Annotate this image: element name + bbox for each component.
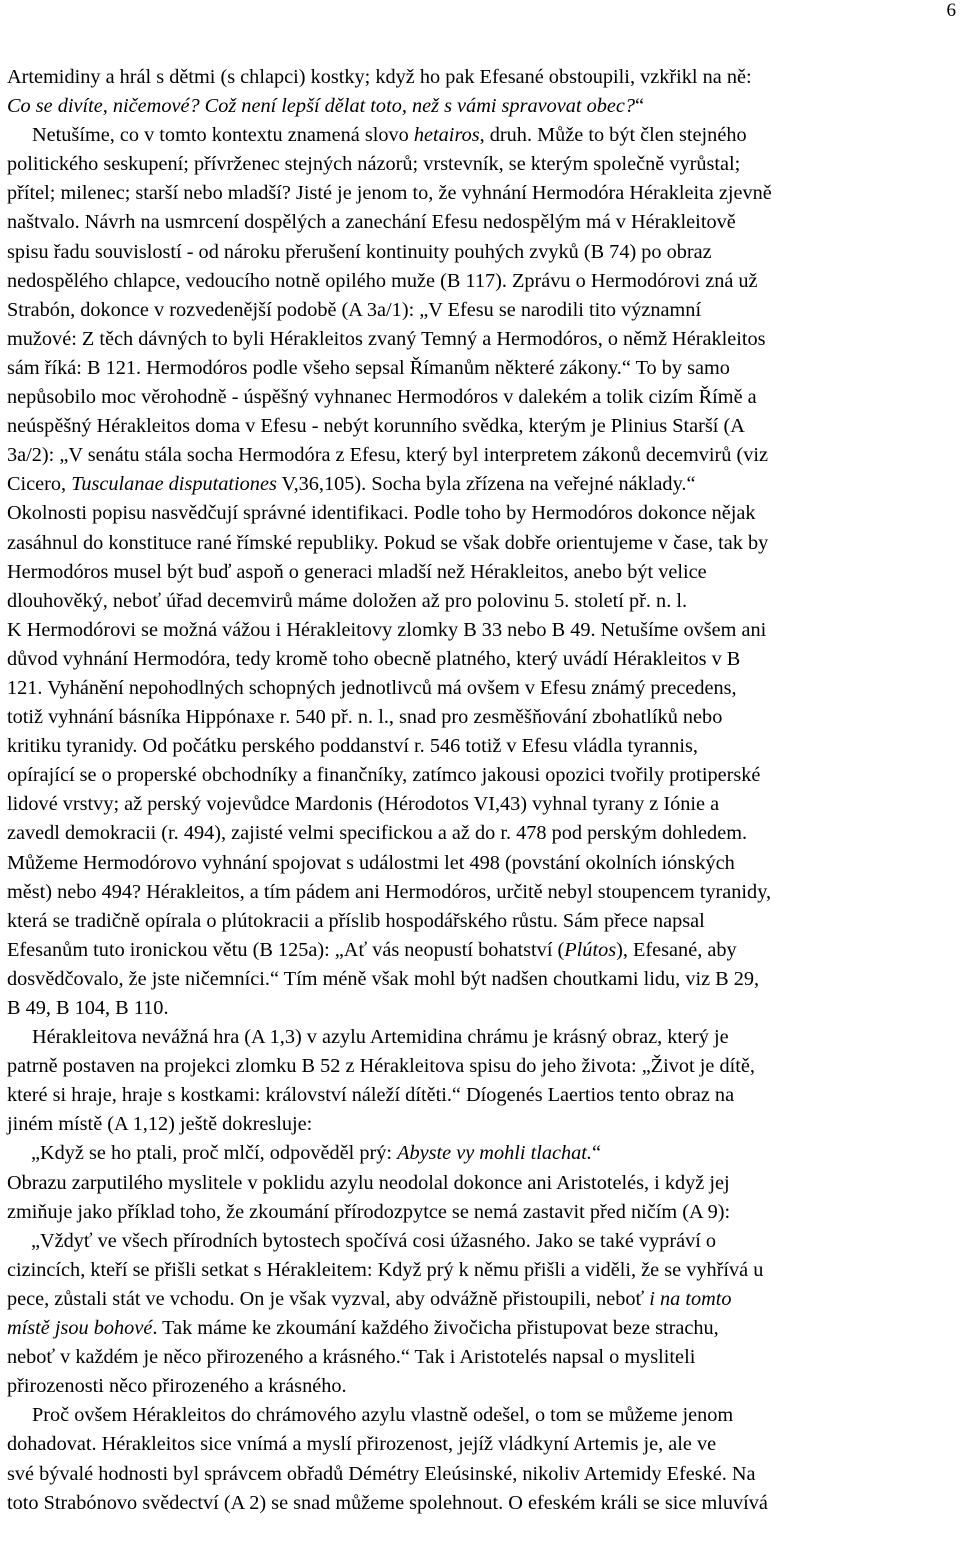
text-line	[7, 1285, 959, 1314]
italic-text: hetairos	[413, 124, 480, 147]
text-run: pece, zůstali stát ve vchodu. On je však vyzval, aby odvážně přistoupili, neboť	[7, 1287, 650, 1310]
text-run: zavedl demokracii (r. 494), zajisté velmi specifickou a až do r. 478 pod perským dohledem.	[7, 822, 748, 845]
text-line	[7, 732, 959, 761]
text-line	[7, 965, 959, 994]
text-run: Hermodóros musel být buď aspoň o generaci mladší než Hérakleitos, anebo být velice	[7, 560, 707, 583]
text-run: přítel; milenec; starší nebo mladší? Jisté je jenom to, že vyhnání Hermodóra Hérakleita zjevně	[7, 182, 772, 205]
text-run: naštvalo. Návrh na usmrcení dospělých a zanechání Efesu nedospělým má v Hérakleitově	[7, 211, 736, 234]
text-run: Hérakleitova nevážná hra (A 1,3) v azylu Artemidina chrámu je krásný obraz, který je	[32, 1026, 729, 1049]
text-run: dlouhověký, neboť úřad decemvirů máme doložen až pro polovinu 5. století př. n. l.	[7, 589, 688, 612]
text-run: V,36,105). Socha byla zřízena na veřejné náklady.“	[276, 473, 696, 496]
text-line	[7, 121, 959, 150]
text-line	[7, 674, 959, 703]
text-run: měst) nebo 494? Hérakleitos, a tím pádem ani Hermodóros, určitě nebyl stoupencem tyranidy,	[7, 880, 772, 903]
text-line	[7, 354, 959, 383]
text-run: , druh. Může to být člen stejného	[479, 124, 747, 147]
text-run: lidové vrstvy; až perský vojevůdce Mardonis (Hérodotos VI,43) vyhnal tyrany z Iónie a	[7, 793, 720, 816]
text-run: Proč ovšem Hérakleitos do chrámového azylu vlastně odešel, o tom se můžeme jenom	[32, 1404, 734, 1427]
text-line	[7, 412, 959, 441]
text-run: zmiňuje jako příklad toho, že zkoumání přírodozpytce se nemá zastavit před ničím (A 9):	[7, 1200, 731, 1223]
italic-text: Co se divíte, ničemové? Což není lepší dělat toto, než s vámi spravovat obec?	[7, 95, 636, 118]
text-run: nedospělého chlapce, vedoucího notně opilého muže (B 117). Zprávu o Hermodórovi zná už	[7, 269, 758, 292]
text-run: toto Strabónovo svědectví (A 2) se snad můžeme spolehnout. O efeském králi se sice mluvívá	[7, 1491, 768, 1514]
text-run: která se tradičně opírala o plútokracii a příslib hospodářského růstu. Sám přece napsal	[7, 909, 705, 932]
italic-text: místě jsou bohové	[7, 1317, 153, 1340]
text-line	[7, 1081, 959, 1110]
text-run: “	[635, 95, 645, 118]
text-line	[7, 1052, 959, 1081]
text-run: B 49, B 104, B 110.	[7, 997, 169, 1019]
text-run: Efesanům tuto ironickou větu (B 125a): „Ať vás neopustí bohatství (	[7, 938, 565, 961]
text-run: Obrazu zarputilého myslitele v poklidu azylu neodolal dokonce ani Aristotelés, i když jej	[7, 1171, 730, 1194]
italic-text: Tusculanae disputationes	[71, 473, 277, 496]
text-run: jiném místě (A 1,12) ještě dokresluje:	[7, 1113, 313, 1136]
text-line	[7, 1489, 959, 1518]
text-line	[7, 1314, 959, 1343]
text-run: Artemidiny a hrál s dětmi (s chlapci) kostky; když ho pak Efesané obstoupili, vzkřikl na ně:	[7, 66, 752, 88]
text-line	[7, 499, 959, 528]
text-line	[7, 325, 959, 354]
text-line	[7, 1343, 959, 1372]
italic-text: Abyste vy mohli tlachat.	[397, 1142, 592, 1165]
text-run: cizincích, kteří se přišli setkat s Hérakleitem: Když prý k němu přišli a viděli, že se vyhřívá u	[7, 1258, 764, 1281]
text-run: Strabón, dokonce v rozvedenější podobě (A 3a/1): „V Efesu se narodili tito významní	[7, 298, 702, 321]
text-run: dohadovat. Hérakleitos sice vnímá a myslí přirozenost, jejíž vládkyní Artemis je, ale ve	[7, 1433, 717, 1456]
text-run: . Tak máme ke zkoumání každého živočicha přistupovat beze strachu,	[152, 1317, 719, 1340]
text-line	[7, 150, 959, 179]
text-line	[7, 529, 959, 558]
text-line	[7, 936, 959, 965]
text-line	[7, 1023, 959, 1052]
text-run: K Hermodórovi se možná vážou i Hérakleitovy zlomky B 33 nebo B 49. Netušíme ovšem ani	[7, 618, 767, 641]
text-line	[7, 238, 959, 267]
text-run: zasáhnul do konstituce rané římské republiky. Pokud se však dobře orientujeme v čase, tak by	[7, 531, 769, 554]
text-line	[7, 1460, 959, 1489]
body-text	[7, 63, 959, 1518]
text-line	[7, 761, 959, 790]
text-run: totiž vyhnání básníka Hippónaxe r. 540 př. n. l., snad pro zesměšňování zbohatlíků nebo	[7, 706, 723, 729]
text-line	[7, 878, 959, 907]
text-run: Netušíme, co v tomto kontextu znamená slovo	[32, 124, 414, 147]
text-line	[7, 849, 959, 878]
text-line	[7, 819, 959, 848]
text-run: důvod vyhnání Hermodóra, tedy kromě toho obecně platného, který uvádí Hérakleitos v B	[7, 647, 741, 670]
text-run: spisu řadu souvislostí - od nároku přerušení kontinuity pouhých zvyků (B 74) po obraz	[7, 240, 712, 263]
text-run: nepůsobilo moc věrohodně - úspěšný vyhnanec Hermodóros v dalekém a tolik cizím Římě a	[7, 386, 757, 409]
text-line	[7, 616, 959, 645]
text-line	[7, 994, 959, 1023]
text-run: přirozenosti něco přirozeného a krásného.	[7, 1375, 347, 1398]
text-run: Okolnosti popisu nasvědčují správné identifikaci. Podle toho by Hermodóros dokonce nějak	[7, 502, 756, 525]
text-run: Cicero,	[7, 473, 72, 496]
text-run: 121. Vyhánění nepohodlných schopných jednotlivců má ovšem v Efesu známý precedens,	[7, 676, 737, 699]
text-run: ), Efesané, aby	[616, 938, 737, 961]
text-run: neboť v každém je něco přirozeného a krásného.“ Tak i Aristotelés napsal o mysliteli	[7, 1346, 696, 1369]
text-line	[7, 296, 959, 325]
text-line	[7, 907, 959, 936]
text-run: „Vždyť ve všech přírodních bytostech spočívá cosi úžasného. Jako se také vypráví o	[31, 1229, 717, 1252]
page-number: 6	[946, 0, 956, 21]
italic-text: i na tomto	[649, 1287, 732, 1310]
text-line	[7, 1110, 959, 1139]
text-line	[7, 470, 959, 499]
text-run: kritiku tyranidy. Od počátku perského poddanství r. 546 totiž v Efesu vládla tyrannis,	[7, 735, 698, 758]
text-line	[7, 441, 959, 470]
text-line	[7, 208, 959, 237]
text-run: neúspěšný Hérakleitos doma v Efesu - nebýt korunního svědka, kterým je Plinius Starší (A	[7, 415, 745, 438]
text-run: které si hraje, hraje s kostkami: království náleží dítěti.“ Díogenés Laertios tento obraz na	[7, 1084, 735, 1107]
text-run: 3a/2): „V senátu stála socha Hermodóra z Efesu, který byl interpretem zákonů decemvirů (viz	[7, 444, 769, 467]
text-run: své bývalé hodnosti byl správcem obřadů Démétry Eleúsinské, nikoliv Artemidy Efeské. Na	[7, 1462, 756, 1485]
text-line	[7, 587, 959, 616]
text-run: politického seskupení; přívrženec stejných názorů; vrstevník, se kterým společně vyrůstal;	[7, 153, 741, 176]
text-line	[7, 1169, 959, 1198]
text-line	[7, 1430, 959, 1459]
text-line	[7, 1227, 959, 1256]
italic-text: Plútos	[564, 938, 617, 961]
text-run: patrně postaven na projekci zlomku B 52 z Hérakleitova spisu do jeho života: „Život je dítě,	[7, 1055, 755, 1078]
text-run: sám říká: B 121. Hermodóros podle všeho sepsal Římanům některé zákony.“ To by samo	[7, 356, 730, 379]
text-line	[7, 92, 959, 121]
text-run: dosvědčovalo, že jste ničemníci.“ Tím méně však mohl být nadšen choutkami lidu, viz B 29,	[7, 967, 760, 990]
text-line	[7, 1401, 959, 1430]
text-line	[7, 1198, 959, 1227]
text-run: mužové: Z těch dávných to byli Hérakleitos zvaný Temný a Hermodóros, o němž Hérakleitos	[7, 327, 766, 350]
text-line	[7, 179, 959, 208]
text-run: “	[591, 1142, 601, 1165]
text-line	[7, 1372, 959, 1401]
text-line	[7, 703, 959, 732]
text-run: „Když se ho ptali, proč mlčí, odpověděl prý:	[31, 1142, 398, 1165]
text-line	[7, 790, 959, 819]
text-line	[7, 63, 959, 92]
text-line	[7, 383, 959, 412]
text-line	[7, 645, 959, 674]
text-line	[7, 1256, 959, 1285]
text-line	[7, 558, 959, 587]
text-run: Můžeme Hermodórovo vyhnání spojovat s událostmi let 498 (povstání okolních iónských	[7, 851, 735, 874]
text-run: opírající se o properské obchodníky a finančníky, zatímco jakousi opozici tvořily protiperské	[7, 764, 761, 787]
text-line	[7, 1139, 959, 1168]
text-line	[7, 267, 959, 296]
